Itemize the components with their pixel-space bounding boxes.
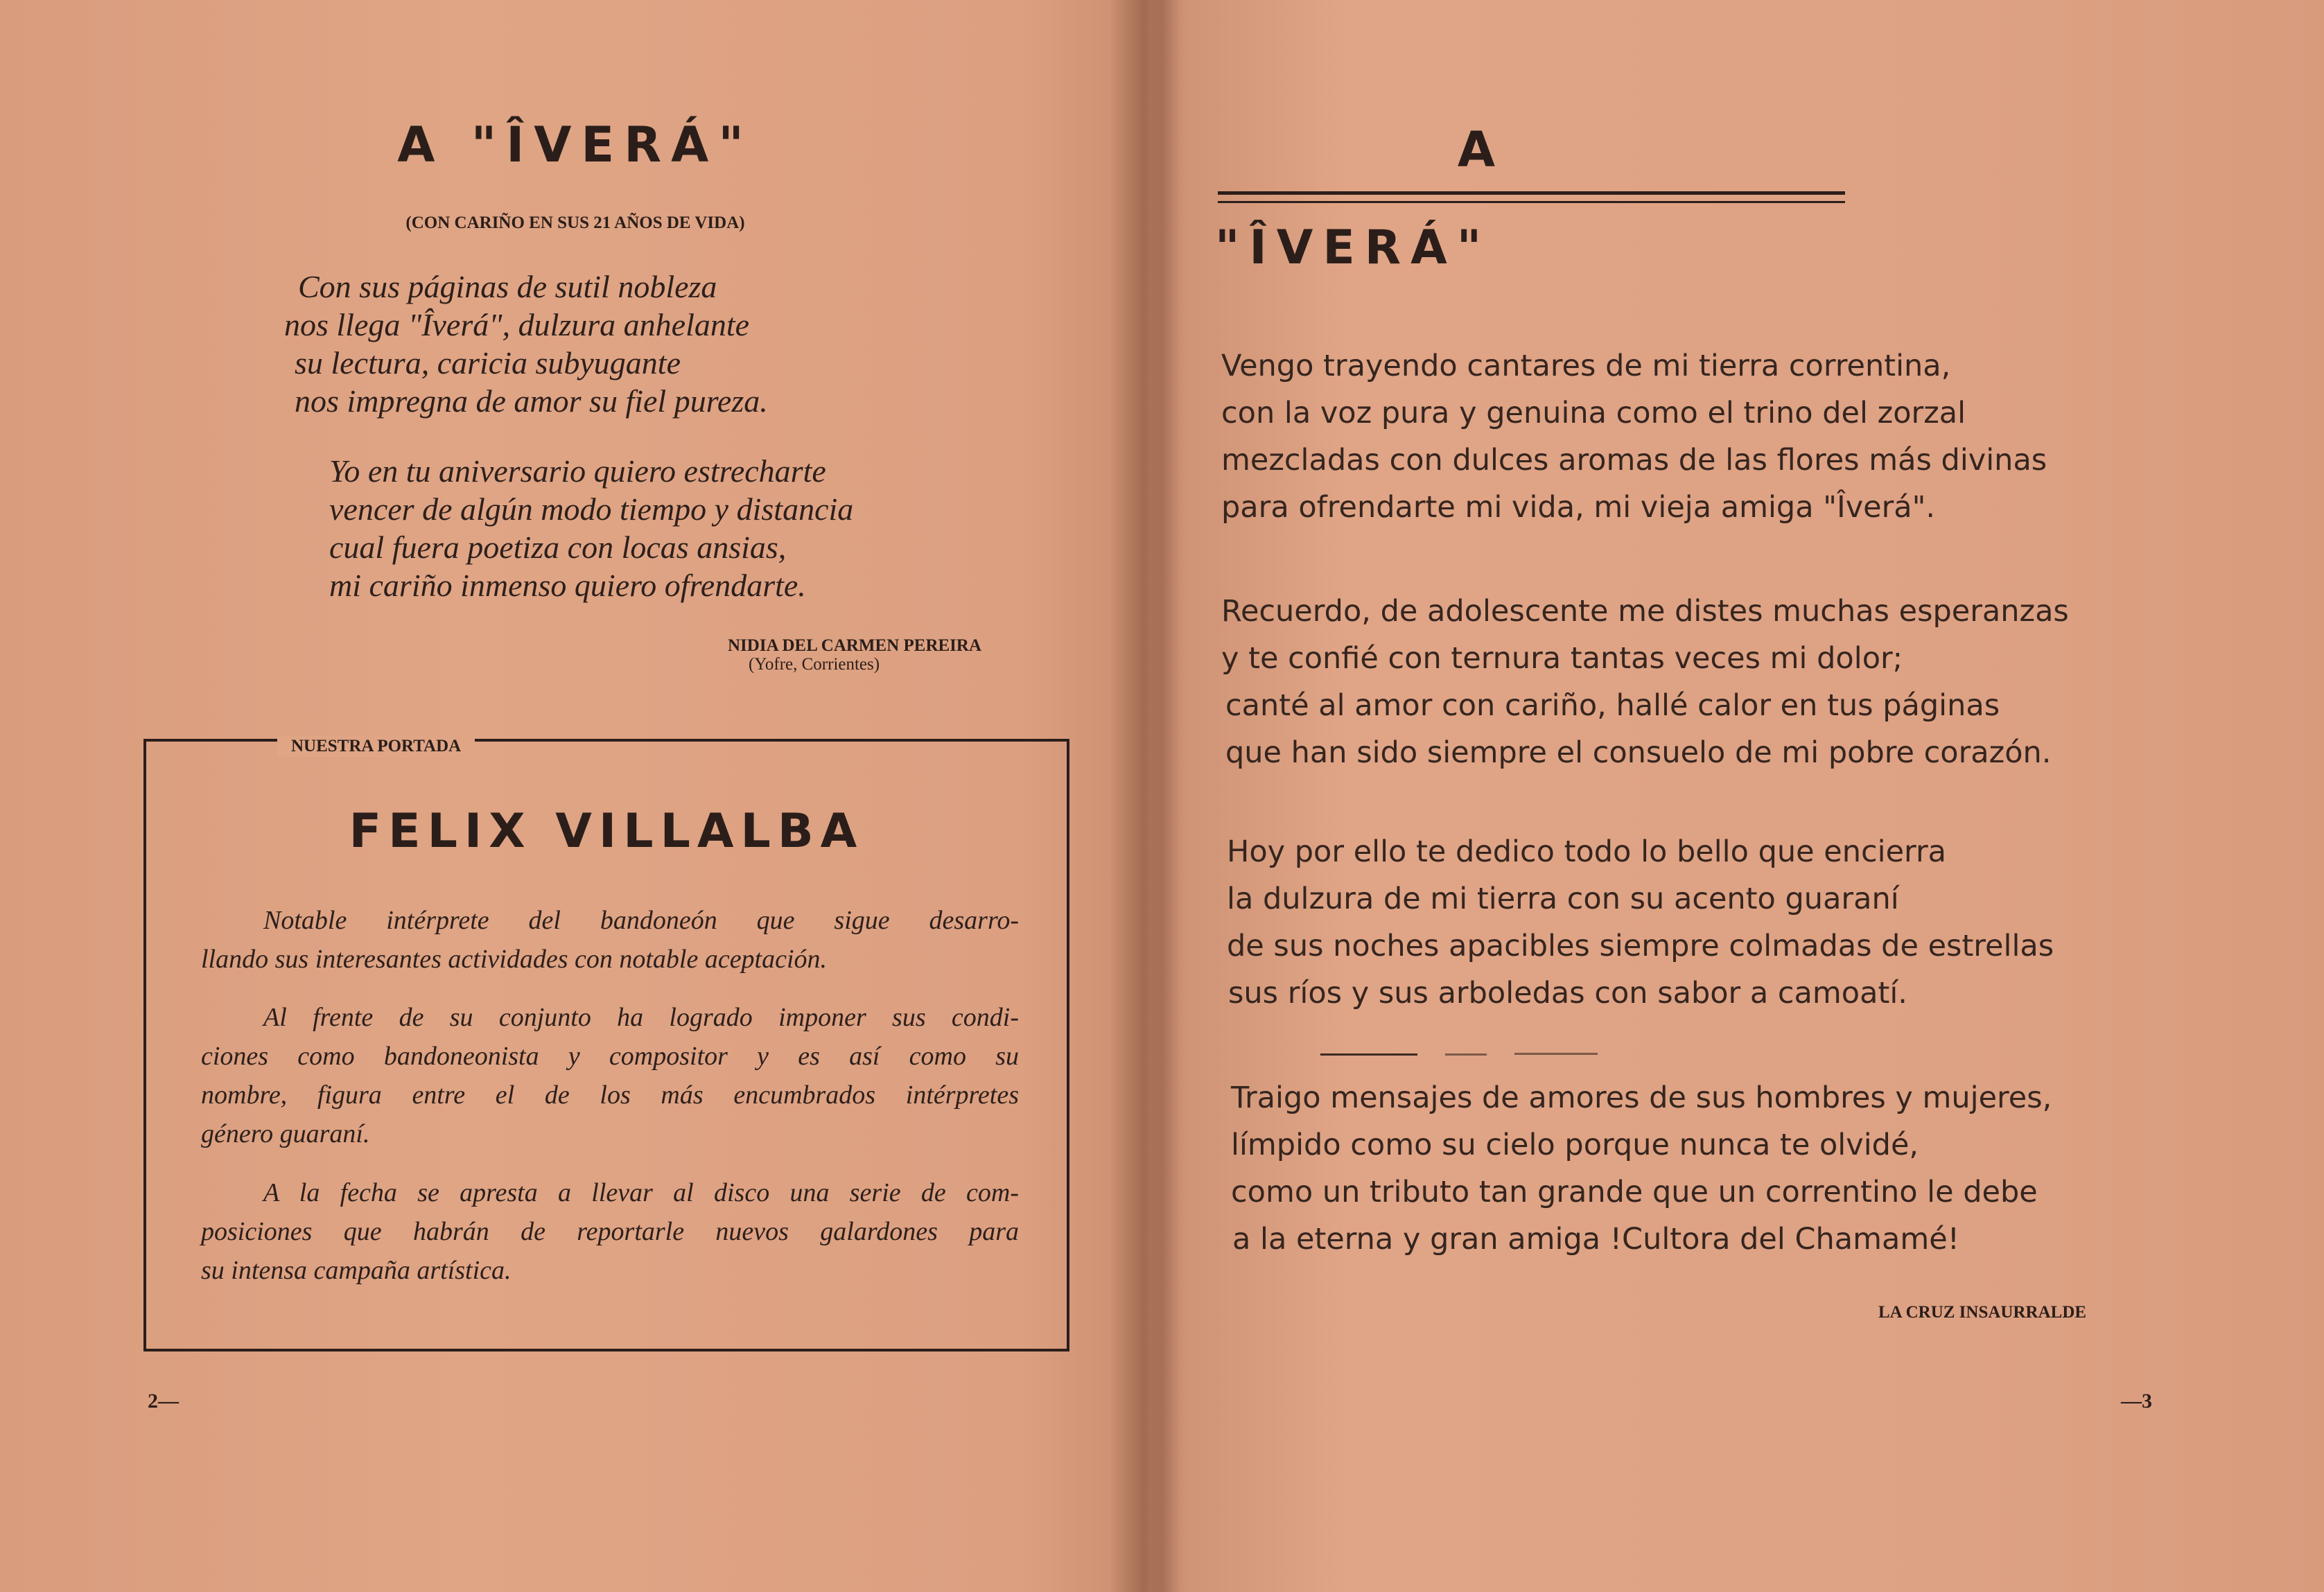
box-label: NUESTRA PORTADA bbox=[277, 736, 475, 757]
poem-stanza-3 bbox=[1221, 828, 2054, 1017]
paragraph-line: Al frente de su conjunto ha logrado imponer sus condi- bbox=[263, 1003, 1019, 1032]
left-page-subtitle: (CON CARIÑO EN SUS 21 AÑOS DE VIDA) bbox=[405, 213, 745, 232]
box-title: FELIX VILLALBA bbox=[349, 804, 864, 859]
poem-line: mezcladas con dulces aromas de las flores más divinas bbox=[1221, 443, 2047, 478]
poem-line: mi cariño inmenso quiero ofrendarte. bbox=[329, 568, 806, 603]
paragraph-line: posiciones que habrán de reportarle nuevos galardones para bbox=[201, 1217, 1019, 1246]
title-rule bbox=[1218, 201, 1845, 203]
page-number-right: —3 bbox=[2121, 1390, 2152, 1412]
page-number-left: 2— bbox=[148, 1390, 179, 1412]
poem-line: vencer de algún modo tiempo y distancia bbox=[329, 491, 854, 527]
poem-stanza-2 bbox=[1221, 588, 2069, 776]
paragraph-line: ciones como bandoneonista y compositor y es así como su bbox=[201, 1042, 1019, 1071]
right-page-title-a: A bbox=[1457, 121, 1496, 178]
poem-stanza-1 bbox=[1221, 342, 2047, 531]
box-paragraph-3 bbox=[201, 1173, 1019, 1290]
poem-line: nos llega "Îverá", dulzura anhelante bbox=[284, 307, 750, 342]
paragraph-line: A la fecha se apresta a llevar al disco una serie de com- bbox=[263, 1178, 1019, 1207]
title-rule bbox=[1218, 191, 1845, 195]
poem-author: LA CRUZ INSAURRALDE bbox=[1878, 1303, 2087, 1322]
poem-line: límpido como su cielo porque nunca te olvidé, bbox=[1231, 1128, 1919, 1162]
poem-line: y te confié con ternura tantas veces mi dolor; bbox=[1221, 641, 1903, 676]
paragraph-line: nombre, figura entre el de los más encumbrados intérpretes bbox=[201, 1081, 1019, 1110]
poem-line: Recuerdo, de adolescente me distes muchas esperanzas bbox=[1221, 594, 2069, 629]
box-paragraph-1 bbox=[201, 901, 1019, 979]
poem-line: la dulzura de mi tierra con su acento guaraní bbox=[1227, 882, 1899, 916]
poem-line: Vengo trayendo cantares de mi tierra correntina, bbox=[1221, 349, 1951, 383]
poem-line: de sus noches apacibles siempre colmadas de estrellas bbox=[1227, 929, 2054, 963]
poem-line: nos impregna de amor su fiel pureza. bbox=[295, 383, 768, 419]
paragraph-line: su intensa campaña artística. bbox=[201, 1256, 512, 1285]
paragraph-line: género guaraní. bbox=[201, 1119, 370, 1148]
separator-dash bbox=[1320, 1053, 1417, 1056]
poem-line: sus ríos y sus arboledas con sabor a camoatí. bbox=[1228, 976, 1907, 1011]
paragraph-line: llando sus interesantes actividades con notable aceptación. bbox=[201, 945, 828, 974]
poem-line: su lectura, caricia subyugante bbox=[295, 345, 681, 380]
poem-line: Traigo mensajes de amores de sus hombres y mujeres, bbox=[1231, 1081, 2052, 1115]
poem-line: a la eterna y gran amiga !Cultora del Chamamé! bbox=[1232, 1222, 1959, 1257]
poem-line: para ofrendarte mi vida, mi vieja amiga "Îverá". bbox=[1221, 490, 1936, 525]
poem-line: con la voz pura y genuina como el trino del zorzal bbox=[1221, 396, 1966, 430]
left-page-title: A "ÎVERÁ" bbox=[397, 116, 753, 173]
poem-stanza-4 bbox=[1221, 1074, 2052, 1263]
poem-stanza-1 bbox=[284, 268, 768, 420]
right-page-title: "ÎVERÁ" bbox=[1215, 220, 1492, 275]
separator-dash bbox=[1445, 1053, 1487, 1056]
poem-line: canté al amor con cariño, hallé calor en tus páginas bbox=[1225, 688, 2000, 723]
poem-line: Yo en tu aniversario quiero estrecharte bbox=[329, 453, 826, 489]
poem-stanza-2 bbox=[298, 452, 853, 604]
box-paragraph-2 bbox=[201, 998, 1019, 1153]
poem-author-place: (Yofre, Corrientes) bbox=[749, 655, 880, 674]
poem-line: que han sido siempre el consuelo de mi pobre corazón. bbox=[1225, 735, 2052, 770]
poem-line: cual fuera poetiza con locas ansias, bbox=[329, 530, 787, 565]
poem-line: como un tributo tan grande que un correntino le debe bbox=[1231, 1175, 2038, 1209]
poem-line: Con sus páginas de sutil nobleza bbox=[298, 269, 717, 304]
poem-author: NIDIA DEL CARMEN PEREIRA bbox=[728, 636, 982, 655]
paragraph-line: Notable intérprete del bandoneón que sigue desarro- bbox=[263, 906, 1019, 935]
separator-dash bbox=[1514, 1053, 1598, 1055]
poem-line: Hoy por ello te dedico todo lo bello que encierra bbox=[1227, 834, 1946, 869]
